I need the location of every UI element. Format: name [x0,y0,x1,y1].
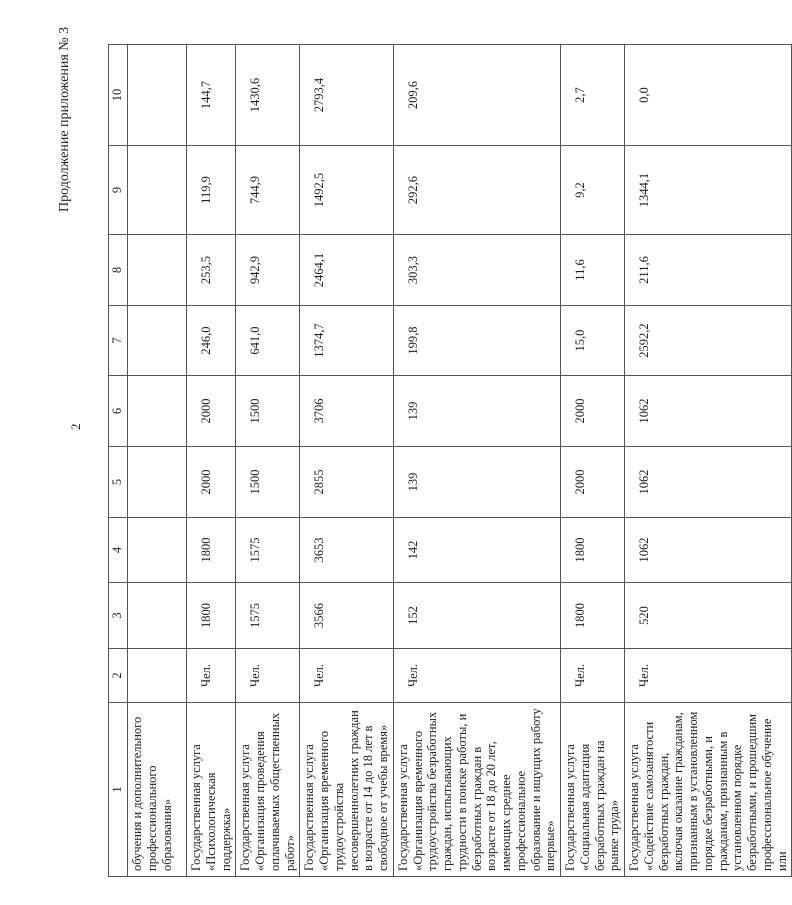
column-number: 5 [109,447,128,518]
value-cell: 1800 [561,518,625,583]
value-cell: 3706 [300,376,394,447]
value-cell: 2000 [187,447,236,518]
value-cell [128,146,187,235]
value-cell: 2793,4 [300,45,394,146]
value-cell: 3653 [300,518,394,583]
table-row [561,45,625,877]
value-cell [128,45,187,146]
unit-cell: Чел. [236,649,300,703]
value-cell [128,518,187,583]
value-cell: 144,7 [187,45,236,146]
value-cell: 0,0 [625,45,792,146]
table-row [236,45,300,877]
value-cell: 1575 [236,583,300,649]
unit-cell: Чел. [625,649,792,703]
service-name: Государственная услуга «Организация временного трудоустройства безработных граждан, испытывающих трудности в поиске работы, и безработных граждан в возрасте от 18 до 20 лет, имеющих среднее профессиональное образование и ищущих работу впервые» [393,703,560,877]
value-cell: 1430,6 [236,45,300,146]
column-number-row [109,45,128,877]
value-cell: 11,6 [561,235,625,306]
value-cell: 209,6 [393,45,560,146]
unit-cell: Чел. [187,649,236,703]
column-number: 7 [109,306,128,376]
value-cell: 1344,1 [625,146,792,235]
value-cell: 1500 [236,376,300,447]
value-cell [128,235,187,306]
table-row [128,45,187,877]
value-cell: 152 [393,583,560,649]
value-cell [128,376,187,447]
value-cell: 1492,5 [300,146,394,235]
value-cell: 9,2 [561,146,625,235]
table-row [187,45,236,877]
table-row [625,45,792,877]
value-cell: 292,6 [393,146,560,235]
value-cell: 520 [625,583,792,649]
value-cell: 15,0 [561,306,625,376]
rotated-table-sheet [108,45,789,877]
value-cell: 119,9 [187,146,236,235]
value-cell: 942,9 [236,235,300,306]
value-cell: 1500 [236,447,300,518]
service-name: Государственная услуга «Содействие самозанятости безработных граждан, включая оказание гражданам, признанным в установленном порядке безработными, и гражданам, признанным в установленном порядке безработными, и прошедшим профессиональное обучение или [625,703,792,877]
value-cell [128,447,187,518]
value-cell: 1800 [561,583,625,649]
column-number: 3 [109,583,128,649]
appendix-continuation-label: Продолжение приложения № 3 [57,26,72,212]
value-cell [128,583,187,649]
value-cell: 1062 [625,447,792,518]
value-cell: 303,3 [393,235,560,306]
value-cell: 139 [393,376,560,447]
column-number: 10 [109,45,128,146]
value-cell: 142 [393,518,560,583]
value-cell: 2000 [561,447,625,518]
value-cell: 1374,7 [300,306,394,376]
value-cell: 1062 [625,376,792,447]
value-cell: 2000 [561,376,625,447]
value-cell: 139 [393,447,560,518]
value-cell: 199,8 [393,306,560,376]
value-cell: 246,0 [187,306,236,376]
table-row [300,45,394,877]
unit-cell: Чел. [393,649,560,703]
value-cell: 1575 [236,518,300,583]
value-cell: 211,6 [625,235,792,306]
service-name: Государственная услуга «Организация временного трудоустройства несовершеннолетних граждан в возрасте от 14 до 18 лет в свободное от учебы время» [300,703,394,877]
column-number: 8 [109,235,128,306]
service-name: Государственная услуга «Организация проведения оплачиваемых общественных работ» [236,703,300,877]
value-cell [128,306,187,376]
value-cell: 744,9 [236,146,300,235]
column-number: 1 [109,703,128,877]
unit-cell: Чел. [300,649,394,703]
value-cell: 253,5 [187,235,236,306]
service-name: Государственная услуга «Социальная адаптация безработных граждан на рынке труда» [561,703,625,877]
value-cell: 1062 [625,518,792,583]
service-name: Государственная услуга «Психологическая поддержка» [187,703,236,877]
service-name: обучения и дополнительного профессионального образования» [128,703,187,877]
unit-cell: Чел. [561,649,625,703]
value-cell: 2464,1 [300,235,394,306]
value-cell: 1800 [187,518,236,583]
column-number: 9 [109,146,128,235]
budget-table [108,44,792,877]
value-cell: 3566 [300,583,394,649]
value-cell: 2000 [187,376,236,447]
value-cell: 1800 [187,583,236,649]
page-number: 2 [68,423,83,430]
column-number: 4 [109,518,128,583]
table-row [393,45,560,877]
column-number: 6 [109,376,128,447]
value-cell: 641,0 [236,306,300,376]
value-cell: 2855 [300,447,394,518]
unit-cell [128,649,187,703]
value-cell: 2,7 [561,45,625,146]
column-number: 2 [109,649,128,703]
value-cell: 2592,2 [625,306,792,376]
